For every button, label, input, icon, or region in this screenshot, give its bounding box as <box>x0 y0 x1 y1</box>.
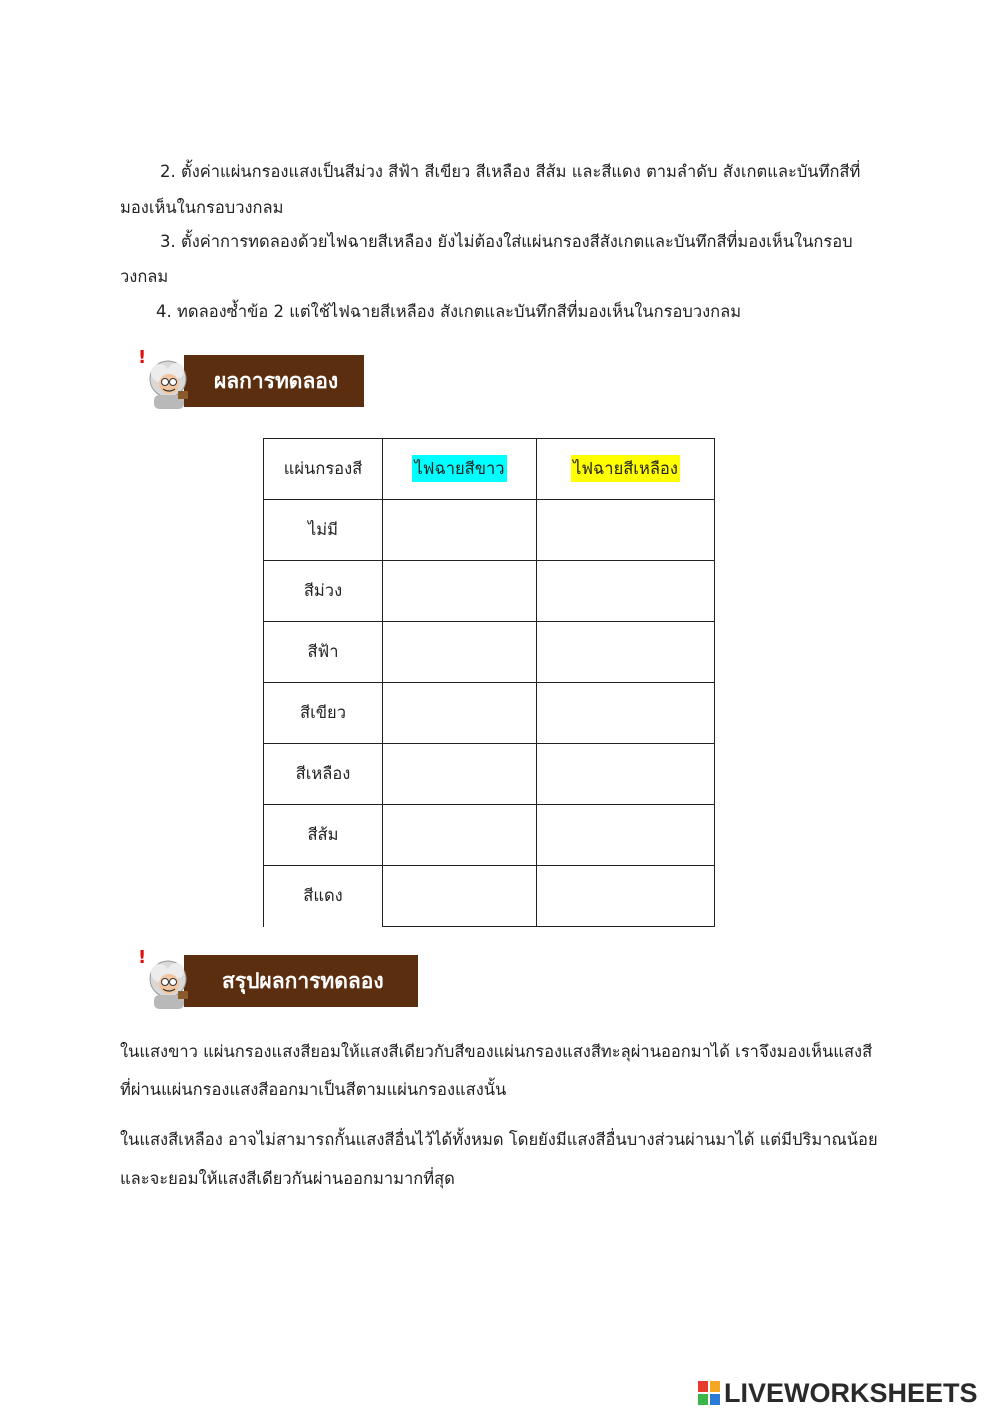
answer-cell-white[interactable] <box>383 561 537 622</box>
step-3-line-1: 3. ตั้งค่าการทดลองด้วยไฟฉายสีเหลือง ยังไม่ต้องใส่แผ่นกรองสีสังเกตและบันทึกสีที่มองเห็นในกรอบ <box>160 232 853 251</box>
results-banner-title: ผลการทดลอง <box>184 355 364 407</box>
answer-cell-yellow[interactable] <box>537 805 715 866</box>
table-row <box>264 866 715 927</box>
header-yellow-light <box>537 439 715 500</box>
scientist-icon <box>132 347 202 417</box>
table-row <box>264 561 715 622</box>
results-banner <box>132 347 372 407</box>
summary-line-4: และจะยอมให้แสงสีเดียวกันผ่านออกมามากที่สุด <box>120 1169 455 1188</box>
answer-cell-white[interactable] <box>383 500 537 561</box>
table-header-row <box>264 439 715 500</box>
table-row <box>264 622 715 683</box>
header-filter <box>264 439 383 500</box>
table-row <box>264 744 715 805</box>
table-row <box>264 500 715 561</box>
answer-cell-yellow[interactable] <box>537 561 715 622</box>
step-3-line-2: วงกลม <box>120 267 169 286</box>
answer-cell-yellow[interactable] <box>537 744 715 805</box>
answer-cell-yellow[interactable] <box>537 622 715 683</box>
table-row <box>264 805 715 866</box>
answer-cell-white[interactable] <box>383 683 537 744</box>
header-white-light <box>383 439 537 500</box>
svg-text:!: ! <box>138 947 147 968</box>
summary-line-1: ในแสงขาว แผ่นกรองแสงสียอมให้แสงสีเดียวกับสีของแผ่นกรองแสงสีทะลุผ่านออกมาได้ เราจึงมองเห็นแสงสี <box>120 1042 873 1061</box>
row-label: สีฟ้า <box>264 622 383 683</box>
step-2-line-1: 2. ตั้งค่าแผ่นกรองแสงเป็นสีม่วง สีฟ้า สีเขียว สีเหลือง สีส้ม และสีแดง ตามลำดับ สังเกตและบันทึกสีที่ <box>160 162 861 181</box>
answer-cell-white[interactable] <box>383 805 537 866</box>
answer-cell-white[interactable] <box>383 622 537 683</box>
step-2-line-2: มองเห็นในกรอบวงกลม <box>120 198 284 217</box>
header-filter-label: แผ่นกรองสี <box>283 459 363 478</box>
answer-cell-yellow[interactable] <box>537 683 715 744</box>
header-yellow-light-label: ไฟฉายสีเหลือง <box>571 455 680 482</box>
table-row <box>264 683 715 744</box>
answer-cell-yellow[interactable] <box>537 866 715 927</box>
answer-cell-yellow[interactable] <box>537 500 715 561</box>
svg-text:!: ! <box>138 347 147 368</box>
summary-line-3: ในแสงสีเหลือง อาจไม่สามารถกั้นแสงสีอื่นไว้ได้ทั้งหมด โดยยังมีแสงสีอื่นบางส่วนผ่านมาได้ แต่มีปริมาณน้อย <box>120 1130 878 1149</box>
liveworksheets-mark-icon <box>698 1381 720 1405</box>
row-label: สีม่วง <box>264 561 383 622</box>
row-label: สีส้ม <box>264 805 383 866</box>
summary-line-2: ที่ผ่านแผ่นกรองแสงสีออกมาเป็นสีตามแผ่นกรองแสงนั้น <box>120 1080 507 1099</box>
row-label: สีเขียว <box>264 683 383 744</box>
step-4-line-1: 4. ทดลองซ้ำข้อ 2 แต่ใช้ไฟฉายสีเหลือง สังเกตและบันทึกสีที่มองเห็นในกรอบวงกลม <box>156 302 742 321</box>
row-label: สีแดง <box>264 866 383 927</box>
row-label: สีเหลือง <box>264 744 383 805</box>
header-white-light-label: ไฟฉายสีขาว <box>412 455 506 482</box>
brand-name: LIVEWORKSHEETS <box>724 1378 978 1408</box>
answer-cell-white[interactable] <box>383 744 537 805</box>
summary-banner-title: สรุปผลการทดลอง <box>184 955 418 1007</box>
row-label: ไม่มี <box>264 500 383 561</box>
summary-banner <box>132 947 422 1007</box>
answer-cell-white[interactable] <box>383 866 537 927</box>
scientist-icon <box>132 947 202 1017</box>
results-table <box>263 438 715 927</box>
